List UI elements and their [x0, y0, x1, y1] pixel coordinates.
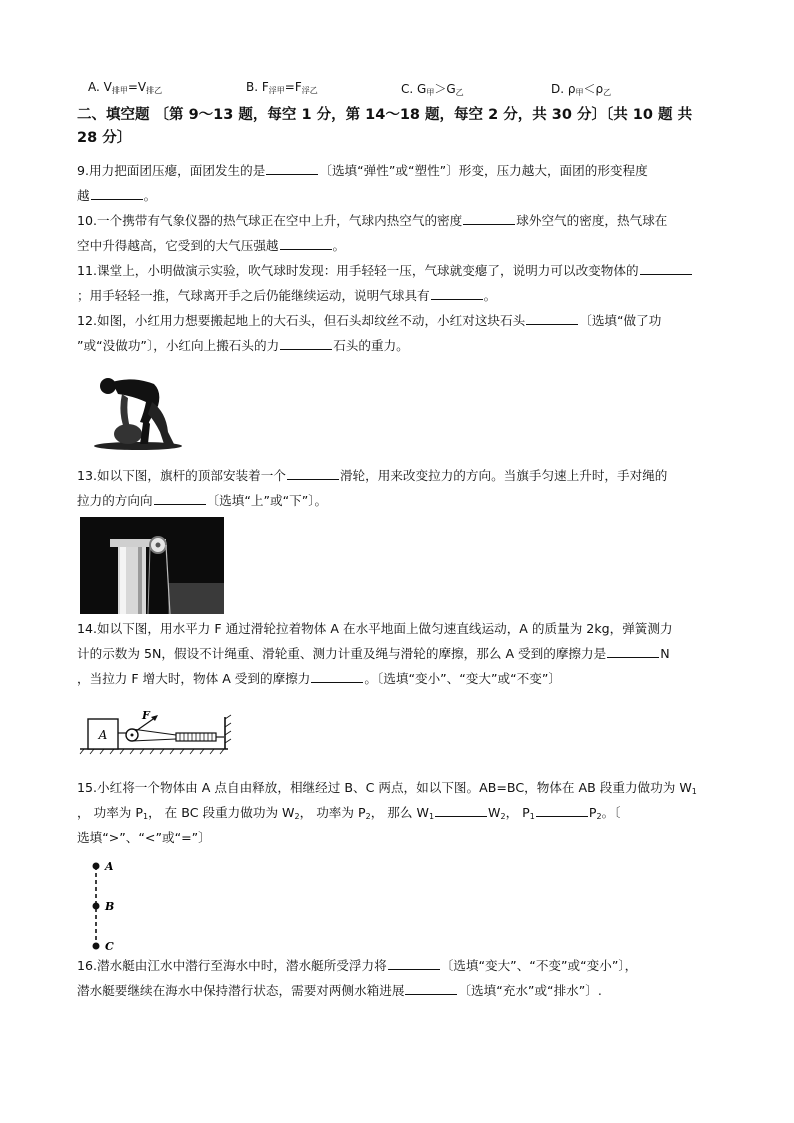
- answer-blank[interactable]: [287, 468, 339, 480]
- answer-blank[interactable]: [536, 805, 588, 817]
- section-heading-line1: 二、填空题 〔第 9～13 题，每空 1 分，第 14～18 题，每空 2 分，共 30 分〕〔共 10 题 共: [77, 107, 693, 123]
- question-16-line2: 潜水艇要继续在海水中保持潜行状态，需要对两侧水箱进展 〔选填“充水”或“排水”〕.: [77, 983, 602, 998]
- point-b-label: B: [105, 900, 115, 913]
- question-9-line1: 9.用力把面团压瘪，面团发生的是 〔选填“弹性”或“塑性”〕形变，压力越大，面团的形变程度: [77, 163, 648, 178]
- question-15-line1: 15.小红将一个物体由 A 点自由释放，相继经过 B、C 两点，如以下图。AB=BC，物体在 AB 段重力做功为 $W_1$: [77, 780, 697, 796]
- question-9-line2: 越 。: [77, 188, 157, 203]
- question-11-line1: 11.课堂上，小明做演示实验，吹气球时发现：用手轻轻一压，气球就变瘪了，说明力可以改变物体的: [77, 263, 693, 279]
- question-10-line1: 10.一个携带有气象仪器的热气球正在空中上升，气球内热空气的密度 球外空气的密度，热气球在: [77, 213, 668, 228]
- answer-blank[interactable]: [431, 288, 483, 300]
- option-a: A. $V_{排甲}=V_{排乙}$: [88, 80, 163, 95]
- block-label: A: [98, 728, 108, 742]
- answer-blank[interactable]: [280, 338, 332, 350]
- answer-blank[interactable]: [266, 163, 318, 175]
- answer-blank[interactable]: [388, 958, 440, 970]
- option-d: D. $\rho_甲<\rho_乙$: [551, 82, 612, 97]
- flagpole-pulley-photo: [80, 517, 224, 614]
- answer-blank[interactable]: [91, 188, 143, 200]
- question-15-line2: ， 功率为 $P_1$， 在 BC 段重力做功为 $W_2$， 功率为 $P_2$， 那么 $W_1$ $W_2$， $P_1$ $P_2$。〔: [77, 805, 621, 821]
- question-14-line2: 计的示数为 5N，假设不计绳重、滑轮重、测力计重及绳与滑轮的摩擦，那么 A 受到的摩擦力是 N: [77, 646, 670, 661]
- force-label: F: [142, 709, 150, 722]
- answer-blank[interactable]: [311, 671, 363, 683]
- free-fall-points-figure: [88, 858, 128, 954]
- question-11-line2: ；用手轻轻一推，气球离开手之后仍能继续运动，说明气球具有 。: [77, 288, 497, 303]
- answer-blank[interactable]: [154, 493, 206, 505]
- answer-blank[interactable]: [280, 238, 332, 250]
- point-c-label: C: [105, 940, 114, 953]
- answer-blank[interactable]: [607, 646, 659, 658]
- option-c: C. $G_甲>G_乙$: [401, 82, 464, 97]
- question-16-line1: 16.潜水艇由江水中潜行至海水中时，潜水艇所受浮力将 〔选填“变大”、“不变”或“变小”〕，: [77, 958, 638, 973]
- answer-blank[interactable]: [526, 313, 578, 325]
- question-10-line2: 空中升得越高，它受到的大气压强越 。: [77, 238, 346, 253]
- question-14-line1: 14.如以下图，用水平力 F 通过滑轮拉着物体 A 在水平地面上做匀速直线运动，A 的质量为 2kg，弹簧测力: [77, 621, 673, 636]
- answer-blank[interactable]: [435, 805, 487, 817]
- option-b: B. $F_{浮甲}=F_{浮乙}$: [246, 80, 318, 95]
- answer-blank[interactable]: [640, 263, 692, 275]
- section-heading-line2: 28 分〕: [77, 130, 132, 146]
- question-14-line3: ，当拉力 F 增大时，物体 A 受到的摩擦力 。〔选填“变小”、“变大”或“不变”〕: [77, 671, 561, 686]
- question-12-line2: ”或“没做功”〕，小红向上搬石头的力 石头的重力。: [77, 338, 409, 353]
- answer-blank[interactable]: [405, 983, 457, 995]
- point-a-label: A: [105, 860, 114, 873]
- question-13-line2: 拉力的方向向 〔选填“上”或“下”〕。: [77, 493, 328, 508]
- question-15-line3: 选填“>”、“<”或“=”〕: [77, 830, 211, 845]
- answer-blank[interactable]: [463, 213, 515, 225]
- person-lifting-stone-figure: [88, 372, 188, 452]
- question-12-line1: 12.如图，小红用力想要搬起地上的大石头，但石头却纹丝不动，小红对这块石头 〔选填“做了功: [77, 313, 662, 328]
- pulley-spring-scale-figure: [78, 709, 238, 755]
- question-13-line1: 13.如以下图，旗杆的顶部安装着一个 滑轮，用来改变拉力的方向。当旗手匀速上升时，手对绳的: [77, 468, 668, 483]
